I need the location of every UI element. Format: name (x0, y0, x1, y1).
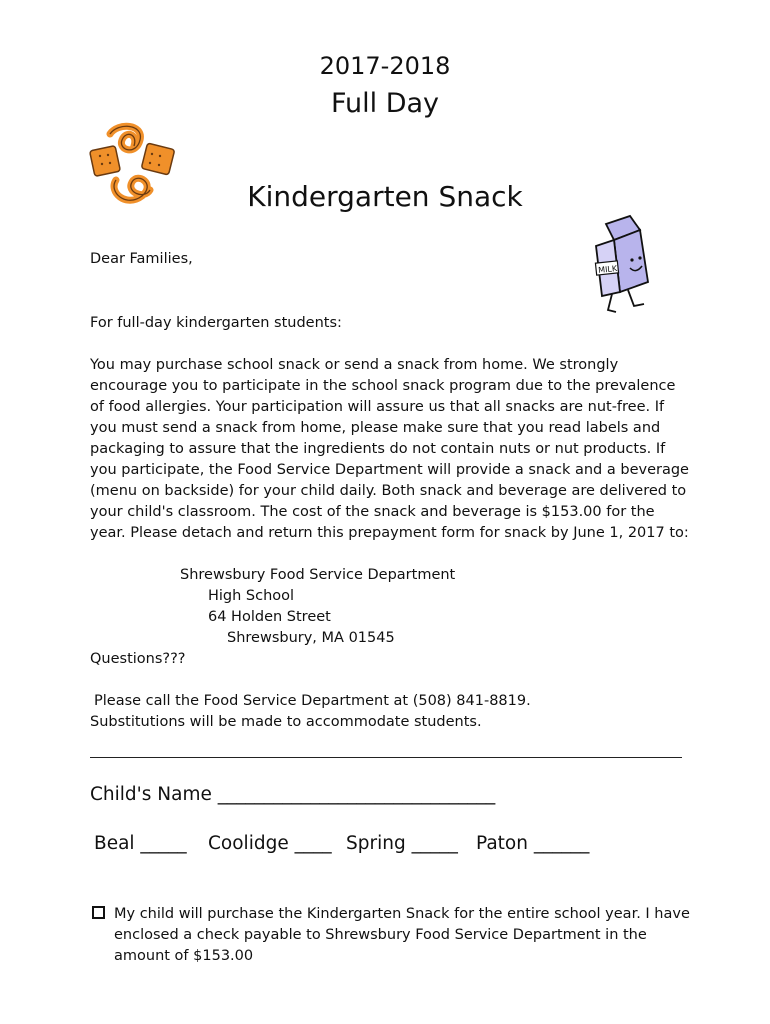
address-line-1: Shrewsbury Food Service Department (180, 567, 456, 583)
purchase-checkbox[interactable] (92, 906, 105, 919)
address-line-3: 64 Holden Street (208, 609, 331, 625)
detach-divider (90, 757, 682, 758)
letter-subheading: For full-day kindergarten students: (90, 315, 342, 331)
address-line-4: Shrewsbury, MA 01545 (227, 630, 395, 646)
school-paton-field[interactable]: Paton ______ (476, 833, 590, 854)
full-day-heading: Full Day (330, 88, 440, 119)
child-name-field[interactable]: Child's Name ______________________________ (90, 784, 496, 805)
year-heading: 2017-2018 (319, 52, 451, 80)
salutation: Dear Families, (90, 251, 193, 267)
school-spring-field[interactable]: Spring _____ (346, 833, 458, 854)
milk-carton-icon (588, 210, 668, 322)
purchase-text: My child will purchase the Kindergarten Snack for the entire school year. I have enclosed a check payable to Shrewsbury Food Service Department in the amount of $153.00 (114, 906, 690, 964)
purchase-option (92, 904, 692, 967)
call-text: Please call the Food Service Department at (508) 841-8819. (94, 693, 531, 709)
school-coolidge-field[interactable]: Coolidge ____ (208, 833, 332, 854)
substitutions-text: Substitutions will be made to accommodate students. (90, 714, 482, 730)
address-line-2: High School (208, 588, 295, 604)
kindergarten-snack-heading: Kindergarten Snack (247, 180, 523, 213)
questions-text: Questions??? (90, 651, 186, 667)
milk-label: MILK (597, 263, 618, 275)
letter-body: You may purchase school snack or send a snack from home. We strongly encourage you to participate in the school snack program due to the prevalence of food allergies. Your participation will assure us that all snacks are nut-free. If you must send a snack from home, please make sure that you read labels and packaging to assure that the ingredients do not contain nuts or nut products. If you participate, the Food Service Department will provide a snack and a beverage (menu on backside) for your child daily. Both snack and beverage are delivered to your child's classroom. The cost of the snack and beverage is $153.00 for the year. Please detach and return this prepayment form for snack by June 1, 2017 to: (90, 357, 689, 541)
school-beal-field[interactable]: Beal _____ (94, 833, 187, 854)
